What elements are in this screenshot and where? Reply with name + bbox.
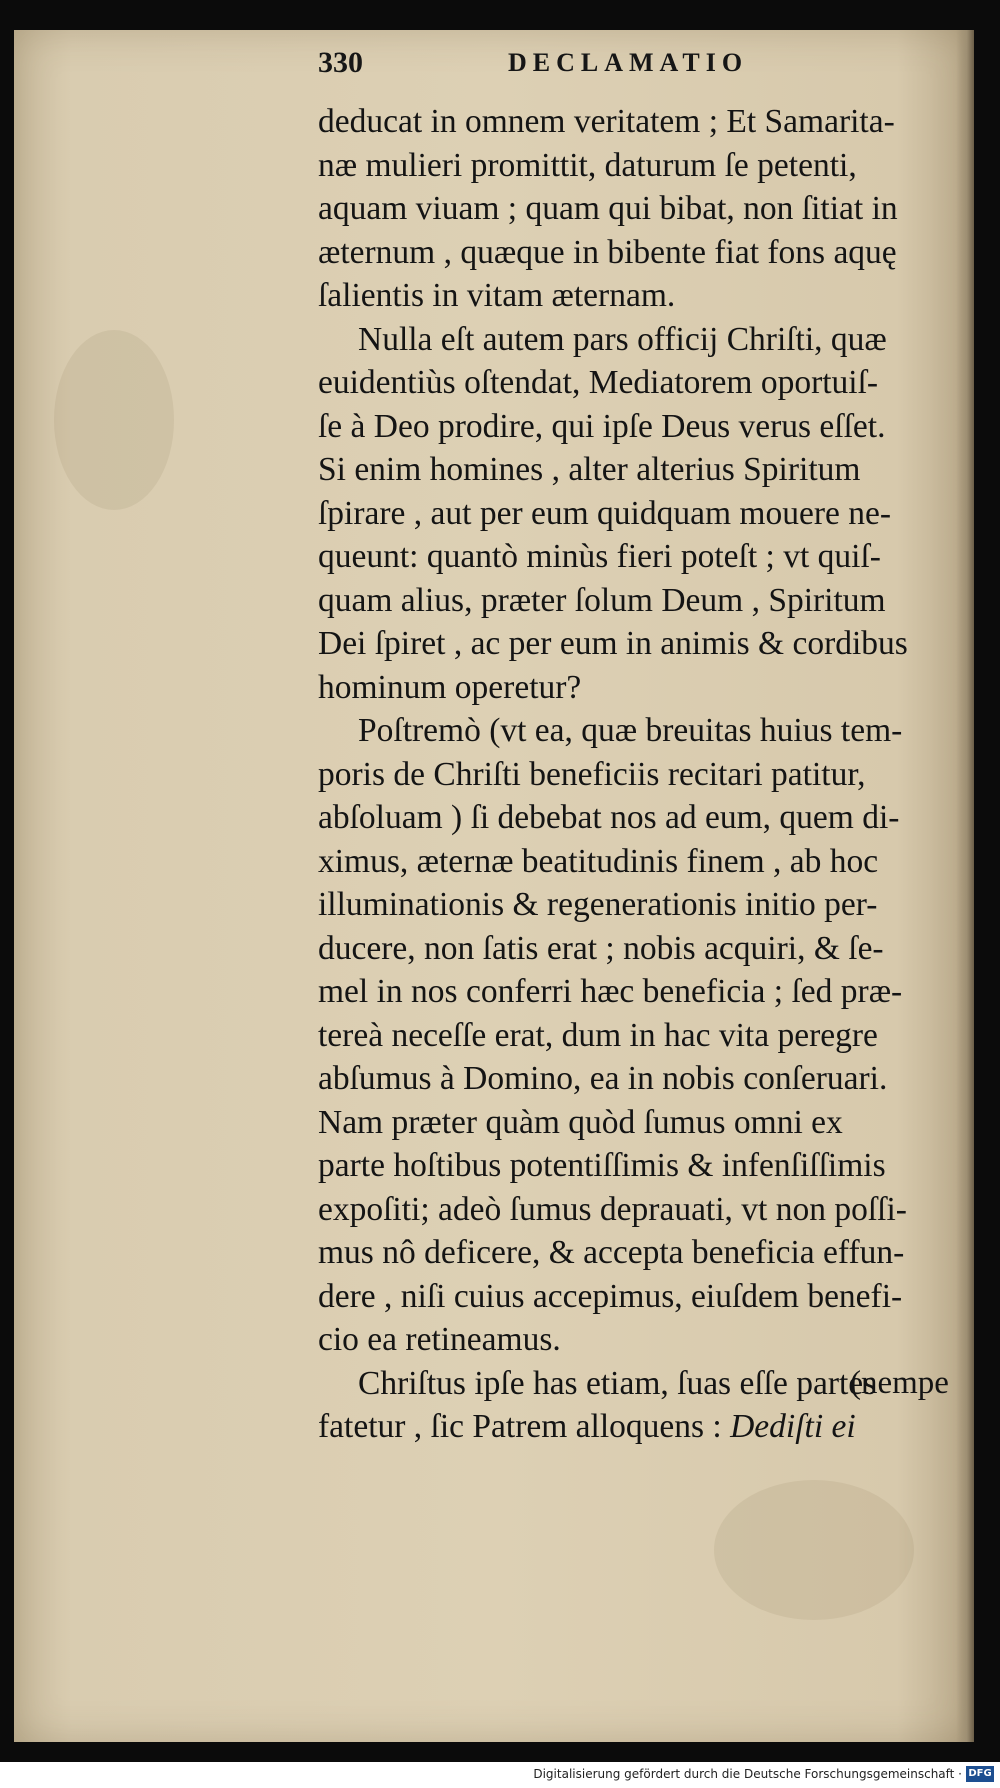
text-line: euidentiùs oſtendat, Mediatorem oportuiſ- xyxy=(318,364,879,401)
text-line: parte hoſtibus potentiſſimis & infenſiſſimis xyxy=(318,1147,886,1184)
text-line: Dei ſpiret , ac per eum in animis & cordibus xyxy=(318,625,908,662)
dfg-logo: DFG xyxy=(966,1766,994,1782)
text-line: quam alius, præter ſolum Deum , Spiritum xyxy=(318,581,886,619)
text-line: Chriſtus ipſe has etiam, ſuas eſſe partes xyxy=(358,1364,877,1402)
digitization-footer xyxy=(0,1762,1000,1788)
running-title: DECLAMATIO xyxy=(508,48,749,77)
text-line: ſalientis in vitam æternam. xyxy=(318,277,676,314)
text-line: ſe à Deo prodire, qui ipſe Deus verus eſſet. xyxy=(318,407,886,445)
text-line: deducat in omnem veritatem ; Et Samarita- xyxy=(318,103,895,140)
text-line: abſoluam ) ſi debebat nos ad eum, quem di- xyxy=(318,799,900,836)
text-line: Nam præter quàm quòd ſumus omni ex xyxy=(318,1103,843,1141)
text-line: expoſiti; adeò ſumus deprauati, vt non poſſi- xyxy=(318,1190,907,1228)
text-line: tereà neceſſe erat, dum in hac vita peregre xyxy=(318,1016,878,1054)
italic-quotation: Dediſti ei xyxy=(730,1408,856,1445)
footer-credit: Digitalisierung gefördert durch die Deutsche Forschungsgemeinschaft · xyxy=(533,1767,962,1781)
text-line: mel in nos conferri hæc beneficia ; ſed præ- xyxy=(318,973,903,1010)
text-line: cio ea retineamus. xyxy=(318,1321,561,1358)
catchword: (nempe xyxy=(850,1365,949,1401)
text-line: næ mulieri promittit, daturum ſe petenti, xyxy=(318,146,857,184)
text-line: poris de Chriſti beneficiis recitari patitur, xyxy=(318,755,866,793)
text-line: mus nô deficere, & accepta beneficia effun- xyxy=(318,1234,905,1271)
text-line: æternum , quæque in bibente fiat fons aquę xyxy=(318,233,897,271)
folio-number: 330 xyxy=(318,46,363,79)
text-line: ducere, non ſatis erat ; nobis acquiri, & ſe- xyxy=(318,929,884,967)
text-line: hominum operetur? xyxy=(318,668,582,706)
text-line: ſpirare , aut per eum quidquam mouere ne- xyxy=(318,494,892,532)
text-line: Si enim homines , alter alterius Spiritum xyxy=(318,451,861,488)
text-line: illuminationis & regenerationis initio per- xyxy=(318,886,878,923)
text-line: ximus, æternæ beatitudinis finem , ab hoc xyxy=(318,842,879,880)
text-line xyxy=(318,1405,978,1449)
text-line: Nulla eſt autem pars officij Chriſti, quæ xyxy=(358,320,887,358)
paper-stain xyxy=(54,330,174,510)
running-head xyxy=(318,40,778,92)
text-line: dere , niſi cuius accepimus, eiuſdem benefi- xyxy=(318,1277,903,1315)
body-text xyxy=(318,100,978,1449)
text-line: queunt: quantò minùs fieri poteſt ; vt quiſ- xyxy=(318,538,881,575)
text-line: abſumus à Domino, ea in nobis conſeruari. xyxy=(318,1060,888,1097)
text-run: fatetur , ſic Patrem alloquens : xyxy=(318,1408,722,1445)
paper-stain xyxy=(714,1480,914,1620)
text-line: Poſtremò (vt ea, quæ breuitas huius tem- xyxy=(358,712,903,749)
text-line: aquam viuam ; quam qui bibat, non ſitiat in xyxy=(318,190,898,227)
